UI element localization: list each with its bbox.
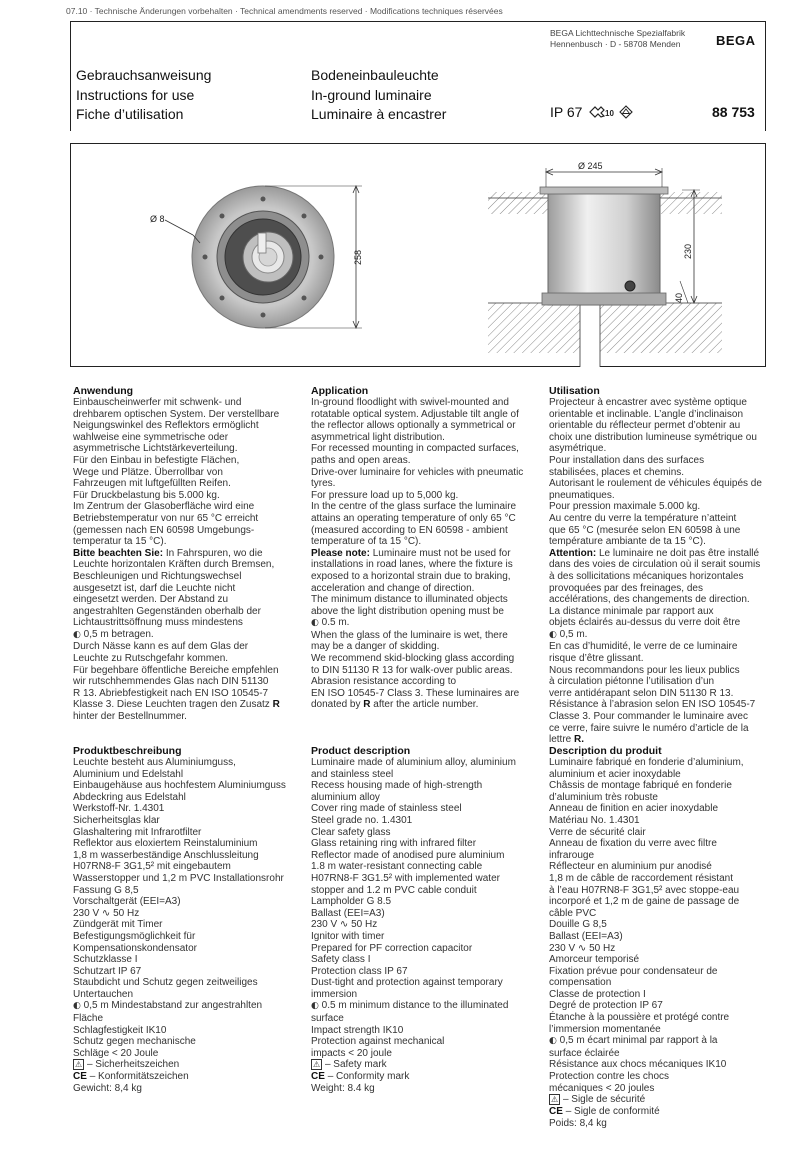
section-en-application (311, 385, 531, 711)
note-label: Please note: (311, 547, 370, 559)
text-line: stabilisées, places et chemins. (549, 466, 685, 478)
text-line: Degré de protection IP 67 (549, 1000, 663, 1012)
text-line: Einbauscheinwerfer mit schwenk- und (73, 397, 242, 408)
text-line: Lampholder G 8.5 (311, 896, 392, 908)
brand-logo: BEGA (716, 33, 756, 48)
text-line: Projecteur à encastrer avec système optique (549, 397, 747, 408)
text-line: mécaniques < 20 joules (549, 1082, 655, 1094)
suffix-letter: R (272, 699, 280, 711)
text-line: stopper and 1.2 m PVC cable conduit (311, 884, 477, 896)
safety-mark-icon: ⚠ (75, 1060, 83, 1070)
text-line: 230 V ∿ 50 Hz (73, 907, 140, 919)
text-line: Protection contre les chocs (549, 1071, 670, 1083)
text-line: infrarouge (549, 849, 595, 861)
text-line: Zündgerät mit Timer (73, 919, 163, 931)
text-line: Impact strength IK10 (311, 1024, 404, 1036)
note-text: donated by (311, 699, 361, 711)
text-line: Sicherheitsglas klar (73, 814, 160, 826)
text-line: Étanche à la poussière et protégé contre (549, 1012, 730, 1024)
text-line: exposed to a horizontal strain due to braking, (311, 570, 511, 582)
text-line (549, 548, 769, 560)
text-line: Réflecteur en aluminium pur anodisé (549, 861, 712, 873)
text-line: Werkstoff-Nr. 1.4301 (73, 803, 165, 815)
text-line: Kompensationskondensator (73, 942, 197, 954)
text-line (73, 1000, 293, 1013)
text-line: In-ground floodlight with swivel-mounted and (311, 397, 509, 408)
heading-fr-application: Utilisation (549, 385, 600, 397)
distance-icon: ◐ (73, 629, 81, 640)
title-en: Instructions for use (76, 86, 195, 103)
safety-mark-icon: ⚠ (313, 1060, 321, 1070)
text-line: Wasserstopper und 1,2 m PVC Installationsrohr (73, 872, 284, 884)
product-en: In-ground luminaire (311, 86, 432, 103)
text-line: Vorschaltgerät (EEI=A3) (73, 896, 181, 908)
text-line: wahlweise eine symmetrische oder (73, 431, 229, 443)
text-line: Leuchte zu Rutschgefahr kommen. (73, 653, 229, 665)
text-line: paths and open areas. (311, 454, 411, 466)
text-line: Neigungswinkel des Reflektors ermöglicht (73, 420, 259, 432)
product-de: Bodeneinbauleuchte (311, 67, 439, 83)
text-line: provoquées par des freinages, des (549, 582, 703, 594)
dim-diameter: Ø 245 (578, 161, 603, 171)
text-line: impacts < 20 joule (311, 1047, 392, 1059)
text-line: may be a danger of skidding. (311, 641, 440, 653)
text-line: Poids: 8,4 kg (549, 1117, 607, 1129)
text-line: Amorceur temporisé (549, 954, 640, 966)
spec-text: 0,5 m Mindestabstand zur angestrahlten (83, 1000, 263, 1012)
safety-mark-icon: ⚠ (551, 1095, 559, 1105)
text-line: Aluminium und Edelstahl (73, 768, 184, 780)
text-line: Schutzart IP 67 (73, 965, 142, 977)
company-address (550, 28, 685, 50)
document-title (76, 66, 211, 125)
ce-mark-icon: CE (73, 1071, 87, 1083)
text-line: Résistance à l’abrasion selon EN ISO 10545-7 (549, 699, 756, 711)
suffix-letter: R. (574, 734, 585, 746)
text-line: Fassung G 8,5 (73, 884, 139, 896)
impact-mark-label: 10 (605, 109, 615, 118)
title-de: Gebrauchsanweisung (76, 67, 212, 83)
text-line: Classe 3. Pour commander le luminaire avec (549, 711, 748, 723)
section-de-application (73, 385, 293, 723)
text-line: Schutz gegen mechanische (73, 1036, 196, 1048)
text-line: wir rutschhemmendes Glas nach DIN 51130 (73, 676, 269, 688)
note-text: 0,5 m betragen. (83, 628, 154, 640)
text-line: pneumatiques. (549, 489, 615, 501)
company-name: BEGA Lichttechnische Spezialfabrik (550, 28, 686, 38)
distance-icon: ◐ (73, 1001, 81, 1012)
text-line: Reflektor aus eloxiertem Reinstaluminium (73, 838, 258, 850)
text-line: Schlagfestigkeit IK10 (73, 1024, 167, 1036)
text-line: Luminaire made of aluminium alloy, aluminium (311, 757, 516, 768)
text-line: Wege und Plätze. Überrollbar von (73, 466, 223, 478)
text-line: Schutzklasse I (73, 954, 138, 966)
text-line: above the light distribution opening must be (311, 605, 504, 617)
text-line: Verre de sécurité clair (549, 826, 646, 838)
text-line: verre antidérapant selon DIN 51130 R 13. (549, 687, 734, 699)
text-line: Weight: 8.4 kg (311, 1082, 375, 1094)
revision-note: 07.10 · Technische Änderungen vorbehalten · Technical amendments reserved · Modifications techniques réservées (66, 6, 503, 16)
text-line (73, 548, 293, 560)
text-line: Für begehbare öffentliche Bereiche empfehlen (73, 664, 279, 676)
text-line: Steel grade no. 1.4301 (311, 814, 413, 826)
section-fr-application (549, 385, 769, 746)
text-line: Befestigungsmöglichkeit für (73, 930, 196, 942)
text-line: Beschleunigen und Richtungswechsel (73, 570, 242, 582)
text-line: compensation (549, 977, 612, 989)
note-text: Luminaire must not be used for (372, 547, 511, 559)
text-line: Anneau de fixation du verre avec filtre (549, 838, 717, 850)
text-line (73, 1059, 293, 1071)
text-line: 230 V ∿ 50 Hz (549, 942, 616, 954)
text-line: H07RN8-F 3G1.5² with implemented water (311, 872, 500, 884)
text-line: The minimum distance to illuminated objects (311, 594, 508, 606)
text-line: Châssis de montage fabriqué en fonderie (549, 780, 732, 792)
text-line: R 13. Abriebfestigkeit nach EN ISO 10545-7 (73, 687, 269, 699)
text-line: Luminaire fabriqué en fonderie d’aluminium, (549, 757, 744, 768)
section-de-product (73, 745, 293, 1094)
title-fr: Fiche d’utilisation (76, 106, 184, 122)
heading-en-application: Application (311, 385, 369, 397)
text-line: Nous recommandons pour les lieux publics (549, 664, 740, 676)
text-line: orientable du réflecteur permet d’obtenir au (549, 420, 741, 432)
text-line: accélérations, des changements de direction. (549, 594, 750, 606)
text-line: que 65 °C (mesurée selon EN 60598 à une (549, 524, 741, 536)
dim-height: 230 (683, 243, 693, 259)
text-line: Durch Nässe kann es auf dem Glas der (73, 641, 249, 653)
text-line: Pour pression maximale 5.000 kg. (549, 501, 701, 513)
text-line: temperature of ta 15 °C). (311, 536, 422, 548)
text-line (311, 1071, 531, 1083)
text-line: Leuchte horizontalen Kräften durch Bremsen, (73, 559, 275, 571)
text-line: Im Zentrum der Glasoberfläche wird eine (73, 501, 255, 513)
text-line: Ballast (EEI=A3) (549, 930, 623, 942)
safety-mark-icon (619, 105, 633, 119)
spec-text: – Sigle de sécurité (562, 1094, 646, 1106)
heading-de-product: Produktbeschreibung (73, 745, 182, 757)
text-line: à circulation piétonne l’utilisation d’un (549, 676, 715, 688)
text-line: Untertauchen (73, 988, 134, 1000)
text-line: Betriebstemperatur von nur 65 °C erreicht (73, 512, 259, 524)
text-line: à des sollicitations mécaniques horizontales (549, 570, 744, 582)
text-line: asymmetrical light distribution. (311, 431, 445, 443)
text-line (311, 1059, 531, 1071)
text-line: Cover ring made of stainless steel (311, 803, 462, 815)
text-line: Glashaltering mit Infrarotfilter (73, 826, 202, 838)
spec-text: – Konformitätszeichen (89, 1071, 189, 1083)
text-line: choix une distribution lumineuse symétrique ou (549, 431, 757, 443)
text-line: EN ISO 10545-7 Class 3. These luminaires are (311, 687, 520, 699)
text-line: aluminium et acier inoxydable (549, 768, 681, 780)
text-line: angestrahlten Gegenständen oberhalb der (73, 605, 261, 617)
text-line: Fixation prévue pour condensateur de (549, 965, 718, 977)
text-line: rotatable optical system. Adjustable tilt angle of (311, 408, 519, 420)
text-line: Recess housing made of high-strength (311, 780, 483, 792)
text-line: Einbaugehäuse aus hochfestem Aluminiumguss (73, 780, 286, 792)
text-line: câble PVC (549, 907, 597, 919)
text-line: incorporé et 1,2 m de gaine de passage de (549, 896, 740, 908)
text-line: ausgesetzt ist, darf die Leuchte nicht (73, 582, 236, 594)
text-line: asymmetrische Lichtstärkeverteilung. (73, 443, 238, 455)
text-line: Safety class I (311, 954, 371, 966)
spec-text: – Sicherheitszeichen (86, 1059, 180, 1071)
text-line: Protection against mechanical (311, 1036, 445, 1048)
text-line: à l’eau H07RN8-F 3G1,5² avec stoppe-eau (549, 884, 740, 896)
text-line: Leuchte besteht aus Aluminiumguss, (73, 757, 236, 768)
ip-rating-text: IP 67 (550, 104, 583, 120)
text-line: Douille G 8,5 (549, 919, 607, 931)
text-line (311, 548, 531, 560)
text-line: H07RN8-F 3G1,5² mit eingebautem (73, 861, 231, 873)
technical-drawing (70, 143, 766, 367)
spec-text: – Conformity mark (327, 1071, 410, 1083)
text-line: risque d’être glissant. (549, 653, 644, 665)
section-en-product (311, 745, 531, 1094)
text-line: Gewicht: 8,4 kg (73, 1082, 142, 1094)
text-line: Dust-tight and protection against temporary (311, 977, 503, 989)
note-text: Klasse 3. Diese Leuchten tragen den Zusatz (73, 699, 270, 711)
text-line: Fahrzeugen mit luftgefüllten Reifen. (73, 478, 231, 490)
text-line: 1,8 m wasserbeständige Anschlussleitung (73, 849, 259, 861)
distance-icon: ◐ (549, 629, 557, 640)
text-line: objets éclairés au-dessus du verre doit être (549, 617, 741, 629)
ip-rating (550, 104, 633, 120)
text-line: surface éclairée (549, 1047, 620, 1059)
text-line (311, 617, 531, 630)
distance-icon: ◐ (311, 618, 319, 629)
text-line (311, 1000, 531, 1013)
text-line (549, 1035, 769, 1048)
text-line (549, 629, 769, 642)
text-line: Schläge < 20 Joule (73, 1047, 159, 1059)
text-line: Matériau No. 1.4301 (549, 814, 640, 826)
text-line: attains an operating temperature of only 65 °C (311, 512, 516, 524)
text-line: En cas d’humidité, le verre de ce luminaire (549, 641, 738, 653)
text-line (549, 1106, 769, 1118)
text-line (549, 1094, 769, 1106)
text-line (73, 1071, 293, 1083)
distance-icon: ◐ (311, 1001, 319, 1012)
spec-text: 0,5 m écart minimal par rapport à la (559, 1035, 718, 1047)
text-line: Ignitor with timer (311, 930, 385, 942)
text-line: hinter der Bestellnummer. (73, 711, 187, 723)
text-line: Pour installation dans des surfaces (549, 454, 705, 466)
impact-mark-icon (589, 105, 615, 119)
text-line: asymétrique. (549, 443, 607, 455)
product-fr: Luminaire à encastrer (311, 106, 447, 122)
text-line: Für den Einbau in befestigte Flächen, (73, 454, 240, 466)
text-line: dans des voies de circulation où il serait soumis (549, 559, 761, 571)
text-line: orientable et inclinable. L’angle d’inclinaison (549, 408, 744, 420)
note-text: 0.5 m. (321, 617, 350, 629)
heading-de-application: Anwendung (73, 385, 134, 397)
text-line: Glass retaining ring with infrared filter (311, 838, 477, 850)
note-text: Le luminaire ne doit pas être installé (599, 547, 760, 559)
note-text: In Fahrspuren, wo die (165, 547, 263, 559)
text-line: La distance minimale par rapport aux (549, 605, 714, 617)
note-text: lettre (549, 734, 572, 746)
suffix-letter: R (363, 699, 371, 711)
text-line: acceleration and change of direction. (311, 582, 475, 594)
text-line: Classe de protection I (549, 988, 646, 1000)
heading-en-product: Product description (311, 745, 411, 757)
side-view (488, 161, 722, 367)
text-line: aluminium alloy (311, 791, 380, 803)
text-line: Staubdicht und Schutz gegen zeitweiliges (73, 977, 258, 989)
text-line (73, 699, 293, 711)
spec-text: 0.5 m minimum distance to the illuminated (321, 1000, 509, 1012)
text-line: d’aluminium très robuste (549, 791, 658, 803)
text-line: Reflector made of anodised pure aluminium (311, 849, 505, 861)
note-text: after the article number. (373, 699, 479, 711)
text-line (73, 629, 293, 642)
spec-text: – Safety mark (324, 1059, 387, 1071)
text-line: For pressure load up to 5,000 kg. (311, 489, 459, 501)
text-line (311, 699, 531, 711)
text-line: For recessed mounting in compacted surfaces, (311, 443, 519, 455)
text-line: eingesetzt werden. Der Abstand zu (73, 594, 229, 606)
text-line: Autorisant le roulement de véhicules équipés de (549, 478, 762, 490)
text-line: Abdeckring aus Edelstahl (73, 791, 186, 803)
text-line: Résistance aux chocs mécaniques IK10 (549, 1059, 727, 1071)
note-text: 0,5 m. (559, 628, 588, 640)
text-line: Clear safety glass (311, 826, 391, 838)
spec-text: – Sigle de conformité (565, 1105, 660, 1117)
front-view (150, 186, 363, 328)
text-line: l’immersion momentanée (549, 1023, 661, 1035)
heading-fr-product: Description du produit (549, 745, 662, 757)
text-line: Au centre du verre la température n’atteint (549, 512, 737, 524)
text-line: drehbarem optischen System. Der verstellbare (73, 408, 280, 420)
text-line: ce verre, faire suivre le numéro d’article de la (549, 722, 749, 734)
text-line: Ballast (EEI=A3) (311, 907, 385, 919)
dim-screw-diameter: Ø 8 (150, 214, 165, 224)
text-line: immersion (311, 988, 358, 1000)
text-line: In the centre of the glass surface the luminaire (311, 501, 517, 513)
text-line: installations in road lanes, where the fixture is (311, 559, 513, 571)
text-line: Drive-over luminaire for vehicles with pneumatic (311, 466, 524, 478)
text-line: tyres. (311, 478, 336, 490)
text-line: and stainless steel (311, 768, 394, 780)
text-line: Lichtaustrittsöffnung muss mindestens (73, 617, 243, 629)
text-line: 1.8 m water-resistant connecting cable (311, 861, 483, 873)
text-line: Protection class IP 67 (311, 965, 408, 977)
text-line: When the glass of the luminaire is wet, there (311, 629, 508, 641)
text-line: 230 V ∿ 50 Hz (311, 919, 378, 931)
note-label: Bitte beachten Sie: (73, 547, 164, 559)
text-line: Fläche (73, 1013, 104, 1025)
text-line: 1,8 m de câble de raccordement résistant (549, 872, 733, 884)
note-label: Attention: (549, 547, 597, 559)
section-fr-product (549, 745, 769, 1129)
distance-icon: ◐ (549, 1036, 557, 1047)
company-location: Hennenbusch · D - 58708 Menden (550, 39, 681, 49)
text-line: surface (311, 1013, 344, 1025)
text-line: Für Druckbelastung bis 5.000 kg. (73, 489, 220, 501)
text-line: (gemessen nach EN 60598 Umgebungs- (73, 524, 255, 536)
text-line: We recommend skid-blocking glass according (311, 653, 515, 665)
product-title (311, 66, 446, 125)
text-line: temperatur ta 15 °C). (73, 536, 167, 548)
text-line: Prepared for PF correction capacitor (311, 942, 473, 954)
dim-depth: 40 (674, 292, 684, 303)
article-number: 88 753 (712, 104, 755, 120)
text-line: Anneau de finition en acier inoxydable (549, 803, 719, 815)
ce-mark-icon: CE (549, 1105, 563, 1117)
text-line: to DIN 51130 R 13 for walk-over public areas. (311, 664, 513, 676)
text-line: (measured according to EN 60598 - ambient (311, 524, 508, 536)
text-line: température ambiante de ta 15 °C). (549, 536, 706, 548)
text-line: the reflector allows optionally a symmetrical or (311, 420, 516, 432)
text-line: Abrasion resistance according to (311, 676, 457, 688)
dim-front-height: 258 (353, 249, 363, 265)
ce-mark-icon: CE (311, 1071, 325, 1083)
